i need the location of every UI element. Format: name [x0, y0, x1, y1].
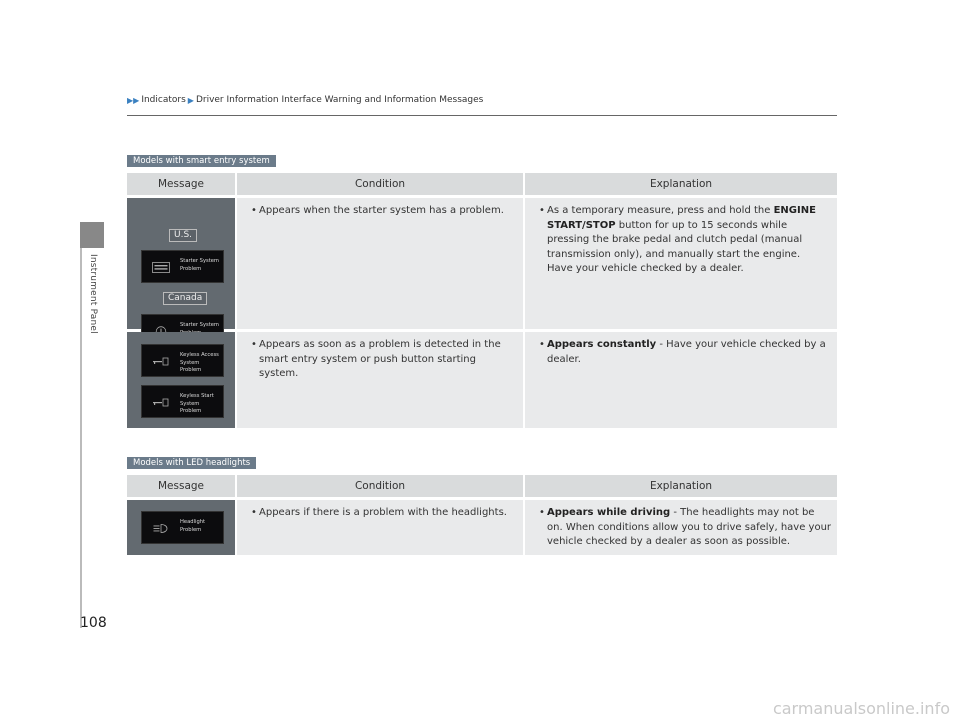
- page-number: 108: [80, 615, 107, 631]
- breadcrumb: [127, 95, 483, 105]
- header-explanation: Explanation: [523, 173, 837, 195]
- explanation-cell: [523, 198, 837, 329]
- condition-cell: [235, 500, 523, 555]
- header-condition: Condition: [235, 475, 523, 497]
- section-tag-smart-entry: Models with smart entry system: [127, 155, 276, 167]
- explanation-cell: [523, 332, 837, 428]
- explanation-text: [539, 338, 831, 367]
- table-row: [127, 198, 837, 329]
- header-condition: Condition: [235, 173, 523, 195]
- screen-text: Starter System Problem: [180, 258, 219, 272]
- screen-text: Keyless Access System Problem: [180, 352, 219, 373]
- message-screen-headlight: [141, 511, 224, 544]
- breadcrumb-arrow-icon: ▶: [187, 95, 194, 105]
- region-badge-us: U.S.: [169, 229, 197, 242]
- condition-cell: [235, 332, 523, 428]
- key-icon: [152, 397, 170, 408]
- condition-text: • Appears if there is a problem with the headlights.: [251, 506, 517, 521]
- breadcrumb-item-indicators[interactable]: Indicators: [141, 95, 186, 105]
- message-images: [127, 332, 235, 428]
- condition-text: • Appears as soon as a problem is detected in the smart entry system or push button starting system.: [251, 338, 517, 382]
- chapter-line: [80, 248, 82, 628]
- region-badge-canada: Canada: [163, 292, 207, 305]
- screen-text: Starter System: [180, 322, 219, 328]
- breadcrumb-arrow-icon: ▶▶: [127, 95, 140, 105]
- explanation-bold: Appears constantly: [547, 339, 657, 350]
- explanation-text: [539, 204, 831, 277]
- headlight-icon: [152, 523, 170, 534]
- message-images: [127, 500, 235, 555]
- key-icon: [152, 356, 170, 367]
- header-explanation: Explanation: [523, 475, 837, 497]
- table-led-headlights: [127, 475, 837, 555]
- breadcrumb-item-messages[interactable]: Driver Information Interface Warning and Information Messages: [195, 95, 484, 105]
- message-images: [127, 198, 235, 329]
- explanation-post: - The headlights may not be on. When conditions allow you to drive safely, have your vehicle checked by a dealer as soon as possible.: [547, 507, 832, 547]
- table-smart-entry: [127, 173, 837, 428]
- explanation-pre: As a temporary measure, press and hold the: [547, 205, 774, 216]
- section-tag-led-headlights: Models with LED headlights: [127, 457, 256, 469]
- explanation-bold: ENGINE START/STOP: [547, 205, 816, 231]
- explanation-line2: Have your vehicle checked by a dealer.: [547, 263, 744, 274]
- table-header: [127, 475, 837, 497]
- explanation-bold: Appears while driving: [547, 507, 671, 518]
- chapter-tab: [80, 222, 104, 248]
- header-message: Message: [157, 178, 205, 190]
- screen-text: Keyless Start System Problem: [180, 393, 214, 414]
- header-rule: [127, 115, 837, 116]
- explanation-post: - Have your vehicle checked by a dealer.: [547, 339, 826, 365]
- explanation-post: button for up to 15 seconds while pressing the brake pedal and clutch pedal (manual transmission only), and manually start the engine.: [547, 219, 803, 260]
- header-message: Message: [157, 480, 205, 492]
- explanation-text: [539, 506, 831, 550]
- message-screen-keyless-start: [141, 385, 224, 418]
- condition-text: • Appears when the starter system has a problem.: [251, 204, 517, 219]
- screen-text: Headlight Problem: [180, 519, 206, 533]
- table-row: [127, 500, 837, 555]
- condition-cell: [235, 198, 523, 329]
- chapter-label: Instrument Panel: [88, 254, 98, 334]
- message-screen-starter-us: [141, 250, 224, 283]
- starter-system-icon: [152, 262, 170, 273]
- watermark: carmanualsonline.info: [772, 699, 950, 718]
- message-screen-keyless-access: [141, 344, 224, 377]
- table-header: [127, 173, 837, 195]
- explanation-cell: [523, 500, 837, 555]
- table-row: [127, 332, 837, 428]
